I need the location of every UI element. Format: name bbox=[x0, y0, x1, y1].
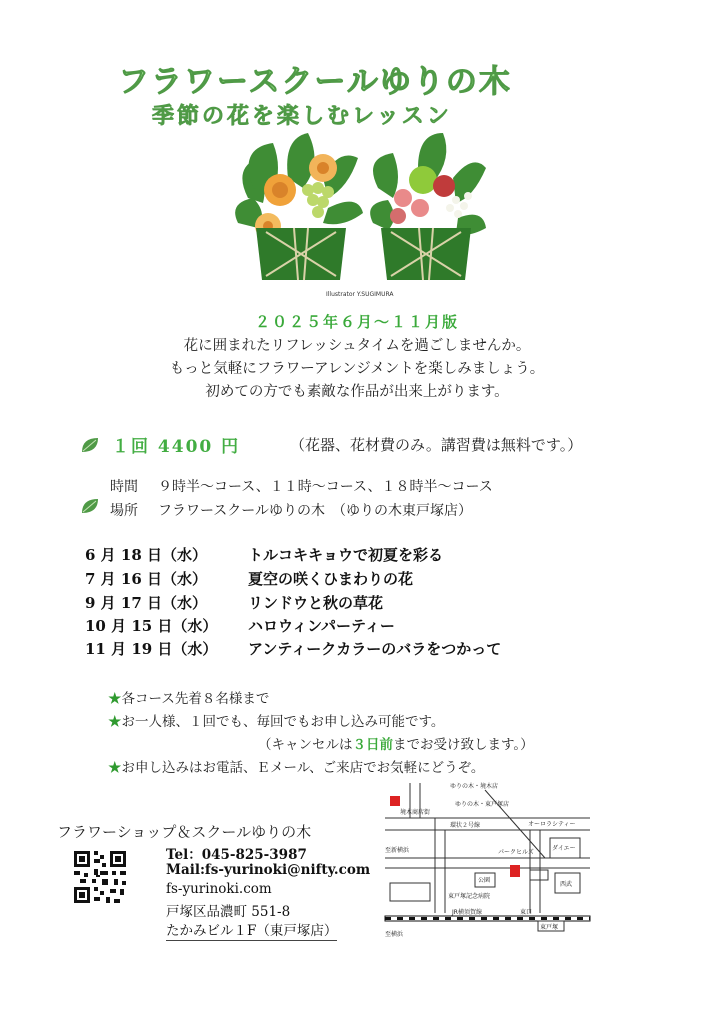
schedule-date: 11 月 19 日（水） bbox=[85, 640, 218, 658]
apple-icon bbox=[409, 166, 437, 194]
price-note: （花器、花材費のみ。講習費は無料です。） bbox=[290, 436, 583, 454]
shop-marker bbox=[510, 865, 520, 877]
place-label: 場所 bbox=[110, 503, 138, 519]
intro-line: 初めての方でも素敵な作品が出来上がります。 bbox=[205, 384, 509, 400]
shop-marker bbox=[390, 796, 400, 806]
schedule-date: 9 月 17 日（水） bbox=[85, 594, 207, 612]
cancel-note: （キャンセルは３日前までお受け致します。） bbox=[258, 737, 534, 753]
svg-text:環状２号線: 環状２号線 bbox=[450, 822, 481, 829]
leaf-icon bbox=[80, 497, 100, 515]
svg-text:ゆりの木・境木店: ゆりの木・境木店 bbox=[450, 783, 499, 790]
shop-name: フラワーショップ＆スクールゆりの木 bbox=[57, 823, 312, 841]
note-item: ★お申し込みはお電話、Ｅメール、ご来店でお気軽にどうぞ。 bbox=[108, 760, 485, 776]
svg-text:西武: 西武 bbox=[560, 881, 573, 888]
page-title: フラワースクールゆりの木 bbox=[118, 64, 512, 100]
note-item: ★お一人様、１回でも、毎回でもお申し込み可能です。 bbox=[108, 714, 445, 730]
svg-text:至新横浜: 至新横浜 bbox=[385, 847, 410, 854]
rose-icon bbox=[390, 208, 406, 224]
star-icon: ★ bbox=[108, 760, 122, 776]
schedule-title: ハロウィンパーティー bbox=[248, 617, 395, 635]
time-value: ９時半～コース、１１時～コース、１８時半～コース bbox=[158, 479, 493, 495]
svg-text:東口: 東口 bbox=[520, 909, 533, 916]
website-link[interactable]: fs-yurinoki.com bbox=[166, 881, 272, 897]
schedule-date: 6 月 18 日（水） bbox=[85, 546, 207, 564]
star-icon: ★ bbox=[108, 691, 122, 707]
schedule-title: トルコキキョウで初夏を彩る bbox=[248, 546, 444, 564]
address-line: たかみビル１F（東戸塚店） bbox=[166, 919, 337, 941]
tel-label[interactable]: Tel：045-825-3987 bbox=[166, 847, 307, 863]
star-icon: ★ bbox=[108, 714, 122, 730]
svg-text:ダイエー: ダイエー bbox=[552, 845, 576, 852]
illustrator-credit: Illustrator Y.SUGIMURA bbox=[326, 291, 394, 298]
svg-text:ゆりの木・東戸塚店: ゆりの木・東戸塚店 bbox=[455, 801, 510, 808]
svg-text:境木商店街: 境木商店街 bbox=[400, 809, 431, 816]
svg-text:公園: 公園 bbox=[478, 877, 491, 884]
qr-code-icon[interactable] bbox=[72, 849, 128, 905]
schedule-date: 10 月 15 日（水） bbox=[85, 617, 218, 635]
intro-line: 花に囲まれたリフレッシュタイムを過ごしませんか。 bbox=[183, 338, 531, 354]
address-line: 戸塚区品濃町 551-8 bbox=[166, 904, 291, 920]
rose-icon bbox=[411, 199, 429, 217]
left-arrangement bbox=[235, 133, 363, 228]
svg-text:東戸塚: 東戸塚 bbox=[540, 924, 559, 931]
place-value: フラワースクールゆりの木 （ゆりの木東戸塚店） bbox=[158, 503, 473, 519]
svg-text:JR横須賀線: JR横須賀線 bbox=[452, 909, 482, 916]
schedule-title: リンドウと秋の草花 bbox=[248, 594, 384, 612]
schedule-title: アンティークカラーのバラをつかって bbox=[248, 640, 502, 658]
rose-icon bbox=[394, 189, 412, 207]
svg-text:パークヒルズ: パークヒルズ bbox=[498, 849, 534, 856]
svg-text:至横浜: 至横浜 bbox=[385, 931, 404, 938]
price-label: １回 4400 円 bbox=[112, 437, 241, 457]
page-subtitle: 季節の花を楽しむレッスン bbox=[152, 104, 452, 129]
apple-icon bbox=[433, 175, 455, 197]
svg-text:東戸塚記念病院: 東戸塚記念病院 bbox=[448, 893, 491, 900]
schedule-title: 夏空の咲くひまわりの花 bbox=[248, 570, 414, 588]
intro-line: もっと気軽にフラワーアレンジメントを楽しみましょう。 bbox=[169, 361, 545, 377]
schedule-date: 7 月 16 日（水） bbox=[85, 570, 207, 588]
leaf-icon bbox=[80, 436, 100, 454]
mail-label[interactable]: Mail:fs-yurinoki@nifty.com bbox=[166, 862, 371, 878]
flower-arrangement-illustration bbox=[228, 128, 498, 303]
note-item: ★各コース先着８名様まで bbox=[108, 691, 270, 707]
edition-label: ２０２５年６月～１１月版 bbox=[254, 313, 459, 331]
access-map bbox=[380, 778, 595, 938]
svg-text:オーロラシティー: オーロラシティー bbox=[528, 821, 576, 828]
time-label: 時間 bbox=[110, 479, 138, 495]
